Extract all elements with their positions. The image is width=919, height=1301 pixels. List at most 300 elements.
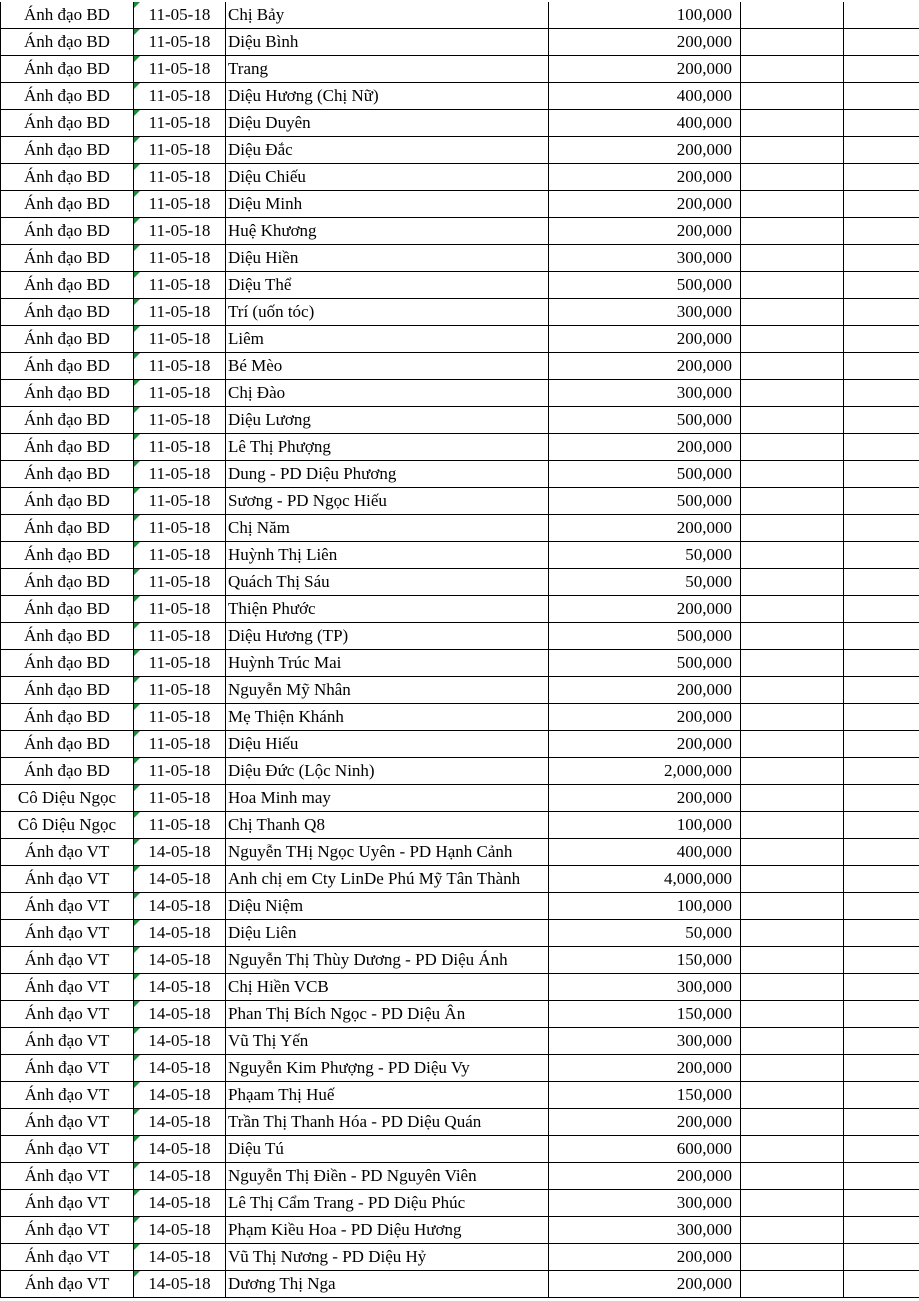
cell-amount[interactable] — [549, 488, 741, 515]
cell-empty[interactable] — [741, 353, 844, 380]
cell-empty[interactable] — [741, 704, 844, 731]
cell-date[interactable] — [134, 1109, 226, 1136]
cell-amount[interactable] — [549, 299, 741, 326]
cell-source[interactable] — [1, 191, 134, 218]
cell-empty[interactable] — [844, 1136, 919, 1163]
cell-name[interactable] — [226, 1271, 549, 1298]
cell-date[interactable] — [134, 1136, 226, 1163]
cell-source[interactable] — [1, 596, 134, 623]
cell-date[interactable] — [134, 812, 226, 839]
cell-date[interactable] — [134, 191, 226, 218]
cell-name[interactable] — [226, 866, 549, 893]
cell-source[interactable] — [1, 1163, 134, 1190]
cell-empty[interactable] — [844, 1271, 919, 1298]
cell-name[interactable] — [226, 1082, 549, 1109]
cell-name[interactable] — [226, 1244, 549, 1271]
cell-amount[interactable] — [549, 407, 741, 434]
cell-empty[interactable] — [844, 812, 919, 839]
cell-empty[interactable] — [741, 650, 844, 677]
cell-date[interactable] — [134, 542, 226, 569]
cell-empty[interactable] — [741, 1028, 844, 1055]
cell-amount[interactable] — [549, 623, 741, 650]
cell-name[interactable] — [226, 218, 549, 245]
cell-source[interactable] — [1, 461, 134, 488]
cell-empty[interactable] — [741, 623, 844, 650]
cell-empty[interactable] — [741, 380, 844, 407]
cell-source[interactable] — [1, 407, 134, 434]
cell-date[interactable] — [134, 56, 226, 83]
cell-amount[interactable] — [549, 1028, 741, 1055]
cell-date[interactable] — [134, 164, 226, 191]
cell-source-text: Ánh đạo BD — [24, 329, 110, 348]
cell-name[interactable] — [226, 56, 549, 83]
cell-amount[interactable] — [549, 1055, 741, 1082]
cell-name[interactable] — [226, 164, 549, 191]
cell-empty[interactable] — [741, 974, 844, 1001]
cell-source[interactable] — [1, 353, 134, 380]
cell-source[interactable] — [1, 434, 134, 461]
cell-empty[interactable] — [741, 1217, 844, 1244]
cell-empty[interactable] — [844, 542, 919, 569]
table-row — [1, 1190, 919, 1217]
cell-empty[interactable] — [741, 1082, 844, 1109]
cell-name[interactable] — [226, 380, 549, 407]
cell-date[interactable] — [134, 1244, 226, 1271]
cell-empty[interactable] — [741, 434, 844, 461]
cell-empty[interactable] — [741, 1190, 844, 1217]
cell-amount[interactable] — [549, 326, 741, 353]
cell-amount[interactable] — [549, 1190, 741, 1217]
cell-name[interactable] — [226, 488, 549, 515]
cell-empty[interactable] — [844, 1082, 919, 1109]
cell-empty[interactable] — [741, 785, 844, 812]
cell-empty[interactable] — [844, 380, 919, 407]
cell-empty[interactable] — [741, 29, 844, 56]
cell-date[interactable] — [134, 893, 226, 920]
cell-date[interactable] — [134, 866, 226, 893]
cell-amount[interactable] — [549, 650, 741, 677]
cell-empty[interactable] — [844, 137, 919, 164]
cell-empty[interactable] — [844, 785, 919, 812]
cell-empty[interactable] — [741, 191, 844, 218]
cell-source[interactable] — [1, 137, 134, 164]
cell-empty[interactable] — [741, 920, 844, 947]
cell-source[interactable] — [1, 785, 134, 812]
cell-source[interactable] — [1, 1055, 134, 1082]
cell-date[interactable] — [134, 623, 226, 650]
cell-source[interactable] — [1, 1217, 134, 1244]
cell-empty[interactable] — [844, 299, 919, 326]
cell-source[interactable] — [1, 29, 134, 56]
cell-amount[interactable] — [549, 785, 741, 812]
cell-date[interactable] — [134, 515, 226, 542]
cell-source[interactable] — [1, 110, 134, 137]
cell-name[interactable] — [226, 839, 549, 866]
cell-date[interactable] — [134, 596, 226, 623]
cell-name[interactable] — [226, 1028, 549, 1055]
cell-date[interactable] — [134, 758, 226, 785]
cell-empty[interactable] — [844, 974, 919, 1001]
cell-name[interactable] — [226, 596, 549, 623]
cell-empty[interactable] — [844, 245, 919, 272]
cell-date[interactable] — [134, 1271, 226, 1298]
cell-date[interactable] — [134, 461, 226, 488]
cell-name[interactable] — [226, 677, 549, 704]
cell-empty[interactable] — [844, 677, 919, 704]
cell-date[interactable] — [134, 947, 226, 974]
table-row — [1, 407, 919, 434]
cell-name[interactable] — [226, 569, 549, 596]
cell-amount[interactable] — [549, 839, 741, 866]
cell-empty[interactable] — [741, 245, 844, 272]
cell-empty[interactable] — [844, 650, 919, 677]
cell-date[interactable] — [134, 218, 226, 245]
cell-empty[interactable] — [844, 164, 919, 191]
cell-empty[interactable] — [844, 569, 919, 596]
cell-date[interactable] — [134, 731, 226, 758]
cell-amount[interactable] — [549, 866, 741, 893]
cell-empty[interactable] — [844, 29, 919, 56]
cell-comment-indicator — [134, 623, 140, 629]
cell-empty[interactable] — [844, 1163, 919, 1190]
cell-source[interactable] — [1, 272, 134, 299]
cell-date[interactable] — [134, 1217, 226, 1244]
cell-source[interactable] — [1, 1028, 134, 1055]
cell-source[interactable] — [1, 542, 134, 569]
cell-source[interactable] — [1, 704, 134, 731]
cell-empty[interactable] — [741, 596, 844, 623]
cell-empty[interactable] — [741, 164, 844, 191]
cell-source[interactable] — [1, 83, 134, 110]
cell-empty[interactable] — [844, 110, 919, 137]
cell-empty[interactable] — [741, 407, 844, 434]
cell-date[interactable] — [134, 29, 226, 56]
cell-name-text: Vũ Thị Yến — [228, 1031, 308, 1050]
cell-empty[interactable] — [741, 1001, 844, 1028]
cell-empty[interactable] — [844, 515, 919, 542]
cell-date[interactable] — [134, 1055, 226, 1082]
cell-empty[interactable] — [844, 272, 919, 299]
cell-amount[interactable] — [549, 434, 741, 461]
cell-empty[interactable] — [844, 1109, 919, 1136]
cell-empty[interactable] — [844, 353, 919, 380]
cell-empty[interactable] — [844, 758, 919, 785]
cell-name[interactable] — [226, 515, 549, 542]
cell-empty[interactable] — [741, 272, 844, 299]
cell-empty[interactable] — [741, 893, 844, 920]
cell-source[interactable] — [1, 731, 134, 758]
cell-date[interactable] — [134, 704, 226, 731]
cell-name[interactable] — [226, 542, 549, 569]
cell-source[interactable] — [1, 974, 134, 1001]
cell-empty[interactable] — [741, 839, 844, 866]
cell-empty[interactable] — [741, 1244, 844, 1271]
cell-name[interactable] — [226, 29, 549, 56]
table-row — [1, 1217, 919, 1244]
cell-empty[interactable] — [844, 1190, 919, 1217]
cell-source[interactable] — [1, 839, 134, 866]
cell-date[interactable] — [134, 83, 226, 110]
cell-date[interactable] — [134, 2, 226, 29]
cell-amount[interactable] — [549, 515, 741, 542]
cell-amount[interactable] — [549, 1217, 741, 1244]
cell-name[interactable] — [226, 407, 549, 434]
cell-amount[interactable] — [549, 245, 741, 272]
cell-empty[interactable] — [741, 569, 844, 596]
cell-source[interactable] — [1, 1244, 134, 1271]
cell-source[interactable] — [1, 245, 134, 272]
cell-amount[interactable] — [549, 272, 741, 299]
cell-empty[interactable] — [741, 866, 844, 893]
cell-date[interactable] — [134, 839, 226, 866]
cell-source[interactable] — [1, 947, 134, 974]
cell-source[interactable] — [1, 812, 134, 839]
cell-empty[interactable] — [741, 461, 844, 488]
cell-amount[interactable] — [549, 353, 741, 380]
cell-empty[interactable] — [844, 326, 919, 353]
cell-amount[interactable] — [549, 893, 741, 920]
cell-date[interactable] — [134, 326, 226, 353]
cell-date[interactable] — [134, 407, 226, 434]
cell-empty[interactable] — [844, 2, 919, 29]
cell-date[interactable] — [134, 677, 226, 704]
cell-name[interactable] — [226, 137, 549, 164]
cell-amount[interactable] — [549, 704, 741, 731]
cell-source[interactable] — [1, 1271, 134, 1298]
cell-empty[interactable] — [844, 218, 919, 245]
cell-amount[interactable] — [549, 569, 741, 596]
cell-amount[interactable] — [549, 677, 741, 704]
cell-empty[interactable] — [741, 731, 844, 758]
cell-date[interactable] — [134, 1163, 226, 1190]
cell-amount[interactable] — [549, 1271, 741, 1298]
cell-amount[interactable] — [549, 920, 741, 947]
cell-amount[interactable] — [549, 947, 741, 974]
cell-amount[interactable] — [549, 164, 741, 191]
cell-empty[interactable] — [741, 542, 844, 569]
cell-empty[interactable] — [844, 839, 919, 866]
cell-amount-text: 200,000 — [677, 707, 732, 726]
cell-amount[interactable] — [549, 1163, 741, 1190]
cell-empty[interactable] — [741, 488, 844, 515]
cell-amount[interactable] — [549, 542, 741, 569]
cell-empty[interactable] — [844, 893, 919, 920]
cell-name[interactable] — [226, 461, 549, 488]
cell-date[interactable] — [134, 488, 226, 515]
cell-source[interactable] — [1, 56, 134, 83]
cell-amount-text: 100,000 — [677, 815, 732, 834]
cell-empty[interactable] — [741, 299, 844, 326]
cell-source[interactable] — [1, 623, 134, 650]
cell-name[interactable] — [226, 245, 549, 272]
cell-empty[interactable] — [741, 83, 844, 110]
cell-source[interactable] — [1, 1082, 134, 1109]
cell-name[interactable] — [226, 83, 549, 110]
cell-empty[interactable] — [844, 1055, 919, 1082]
cell-name[interactable] — [226, 623, 549, 650]
cell-name[interactable] — [226, 650, 549, 677]
cell-name[interactable] — [226, 299, 549, 326]
cell-date[interactable] — [134, 299, 226, 326]
cell-source[interactable] — [1, 164, 134, 191]
cell-source[interactable] — [1, 1109, 134, 1136]
cell-amount[interactable] — [549, 731, 741, 758]
cell-date[interactable] — [134, 920, 226, 947]
cell-name[interactable] — [226, 434, 549, 461]
cell-date[interactable] — [134, 785, 226, 812]
cell-empty[interactable] — [844, 461, 919, 488]
cell-source[interactable] — [1, 650, 134, 677]
cell-name[interactable] — [226, 812, 549, 839]
cell-source[interactable] — [1, 488, 134, 515]
cell-name[interactable] — [226, 2, 549, 29]
cell-empty[interactable] — [741, 137, 844, 164]
cell-empty[interactable] — [741, 2, 844, 29]
cell-amount[interactable] — [549, 758, 741, 785]
cell-empty[interactable] — [844, 947, 919, 974]
cell-date[interactable] — [134, 974, 226, 1001]
cell-amount[interactable] — [549, 110, 741, 137]
cell-date[interactable] — [134, 380, 226, 407]
cell-source[interactable] — [1, 866, 134, 893]
cell-source[interactable] — [1, 677, 134, 704]
cell-name-text: Diệu Hiếu — [228, 734, 298, 753]
cell-source[interactable] — [1, 569, 134, 596]
cell-empty[interactable] — [844, 488, 919, 515]
cell-source[interactable] — [1, 299, 134, 326]
cell-name[interactable] — [226, 326, 549, 353]
cell-source[interactable] — [1, 758, 134, 785]
cell-source[interactable] — [1, 1001, 134, 1028]
table-row — [1, 380, 919, 407]
cell-source[interactable] — [1, 893, 134, 920]
cell-date[interactable] — [134, 434, 226, 461]
cell-name[interactable] — [226, 1190, 549, 1217]
cell-amount[interactable] — [549, 29, 741, 56]
cell-empty[interactable] — [741, 56, 844, 83]
cell-empty[interactable] — [741, 947, 844, 974]
cell-source[interactable] — [1, 1190, 134, 1217]
cell-date[interactable] — [134, 137, 226, 164]
cell-name[interactable] — [226, 920, 549, 947]
cell-amount[interactable] — [549, 974, 741, 1001]
cell-empty[interactable] — [741, 758, 844, 785]
cell-amount-text: 200,000 — [677, 680, 732, 699]
cell-empty[interactable] — [741, 515, 844, 542]
cell-name-text: Huỳnh Trúc Mai — [228, 653, 341, 672]
cell-amount[interactable] — [549, 83, 741, 110]
cell-name[interactable] — [226, 191, 549, 218]
cell-empty[interactable] — [844, 1028, 919, 1055]
cell-empty[interactable] — [844, 83, 919, 110]
cell-empty[interactable] — [844, 434, 919, 461]
cell-date[interactable] — [134, 1028, 226, 1055]
cell-name[interactable] — [226, 974, 549, 1001]
cell-source[interactable] — [1, 515, 134, 542]
cell-source[interactable] — [1, 326, 134, 353]
cell-empty[interactable] — [844, 866, 919, 893]
cell-name[interactable] — [226, 110, 549, 137]
cell-name[interactable] — [226, 1163, 549, 1190]
cell-empty[interactable] — [844, 191, 919, 218]
cell-amount[interactable] — [549, 1136, 741, 1163]
cell-amount[interactable] — [549, 191, 741, 218]
cell-empty[interactable] — [844, 407, 919, 434]
cell-amount[interactable] — [549, 1109, 741, 1136]
cell-source[interactable] — [1, 218, 134, 245]
cell-name[interactable] — [226, 1217, 549, 1244]
cell-empty[interactable] — [844, 1217, 919, 1244]
cell-empty[interactable] — [844, 596, 919, 623]
cell-amount[interactable] — [549, 56, 741, 83]
cell-empty[interactable] — [844, 1001, 919, 1028]
cell-empty[interactable] — [741, 1163, 844, 1190]
cell-amount[interactable] — [549, 1082, 741, 1109]
cell-empty[interactable] — [844, 623, 919, 650]
cell-amount[interactable] — [549, 137, 741, 164]
cell-empty[interactable] — [741, 326, 844, 353]
cell-source[interactable] — [1, 2, 134, 29]
cell-name[interactable] — [226, 1055, 549, 1082]
cell-amount[interactable] — [549, 2, 741, 29]
cell-amount[interactable] — [549, 596, 741, 623]
cell-empty[interactable] — [844, 920, 919, 947]
cell-date[interactable] — [134, 110, 226, 137]
cell-name[interactable] — [226, 785, 549, 812]
cell-name[interactable] — [226, 947, 549, 974]
cell-date[interactable] — [134, 1001, 226, 1028]
cell-name[interactable] — [226, 272, 549, 299]
cell-empty[interactable] — [844, 704, 919, 731]
cell-empty[interactable] — [741, 1109, 844, 1136]
cell-empty[interactable] — [741, 1136, 844, 1163]
cell-date[interactable] — [134, 1190, 226, 1217]
cell-amount[interactable] — [549, 461, 741, 488]
cell-empty[interactable] — [741, 1271, 844, 1298]
cell-name[interactable] — [226, 1001, 549, 1028]
cell-empty[interactable] — [741, 1055, 844, 1082]
cell-amount[interactable] — [549, 380, 741, 407]
cell-empty[interactable] — [844, 56, 919, 83]
cell-source[interactable] — [1, 920, 134, 947]
cell-date[interactable] — [134, 272, 226, 299]
cell-name[interactable] — [226, 1109, 549, 1136]
cell-empty[interactable] — [741, 218, 844, 245]
cell-empty[interactable] — [741, 812, 844, 839]
cell-name[interactable] — [226, 731, 549, 758]
cell-source[interactable] — [1, 1136, 134, 1163]
cell-name[interactable] — [226, 1136, 549, 1163]
cell-empty[interactable] — [844, 731, 919, 758]
cell-amount[interactable] — [549, 1244, 741, 1271]
cell-date[interactable] — [134, 353, 226, 380]
cell-empty[interactable] — [741, 677, 844, 704]
cell-source[interactable] — [1, 380, 134, 407]
cell-amount[interactable] — [549, 1001, 741, 1028]
cell-name[interactable] — [226, 758, 549, 785]
cell-name[interactable] — [226, 353, 549, 380]
cell-name[interactable] — [226, 704, 549, 731]
cell-date[interactable] — [134, 245, 226, 272]
cell-amount[interactable] — [549, 218, 741, 245]
cell-date[interactable] — [134, 650, 226, 677]
cell-name[interactable] — [226, 893, 549, 920]
cell-date[interactable] — [134, 569, 226, 596]
cell-amount[interactable] — [549, 812, 741, 839]
cell-empty[interactable] — [741, 110, 844, 137]
cell-date[interactable] — [134, 1082, 226, 1109]
cell-empty[interactable] — [844, 1244, 919, 1271]
